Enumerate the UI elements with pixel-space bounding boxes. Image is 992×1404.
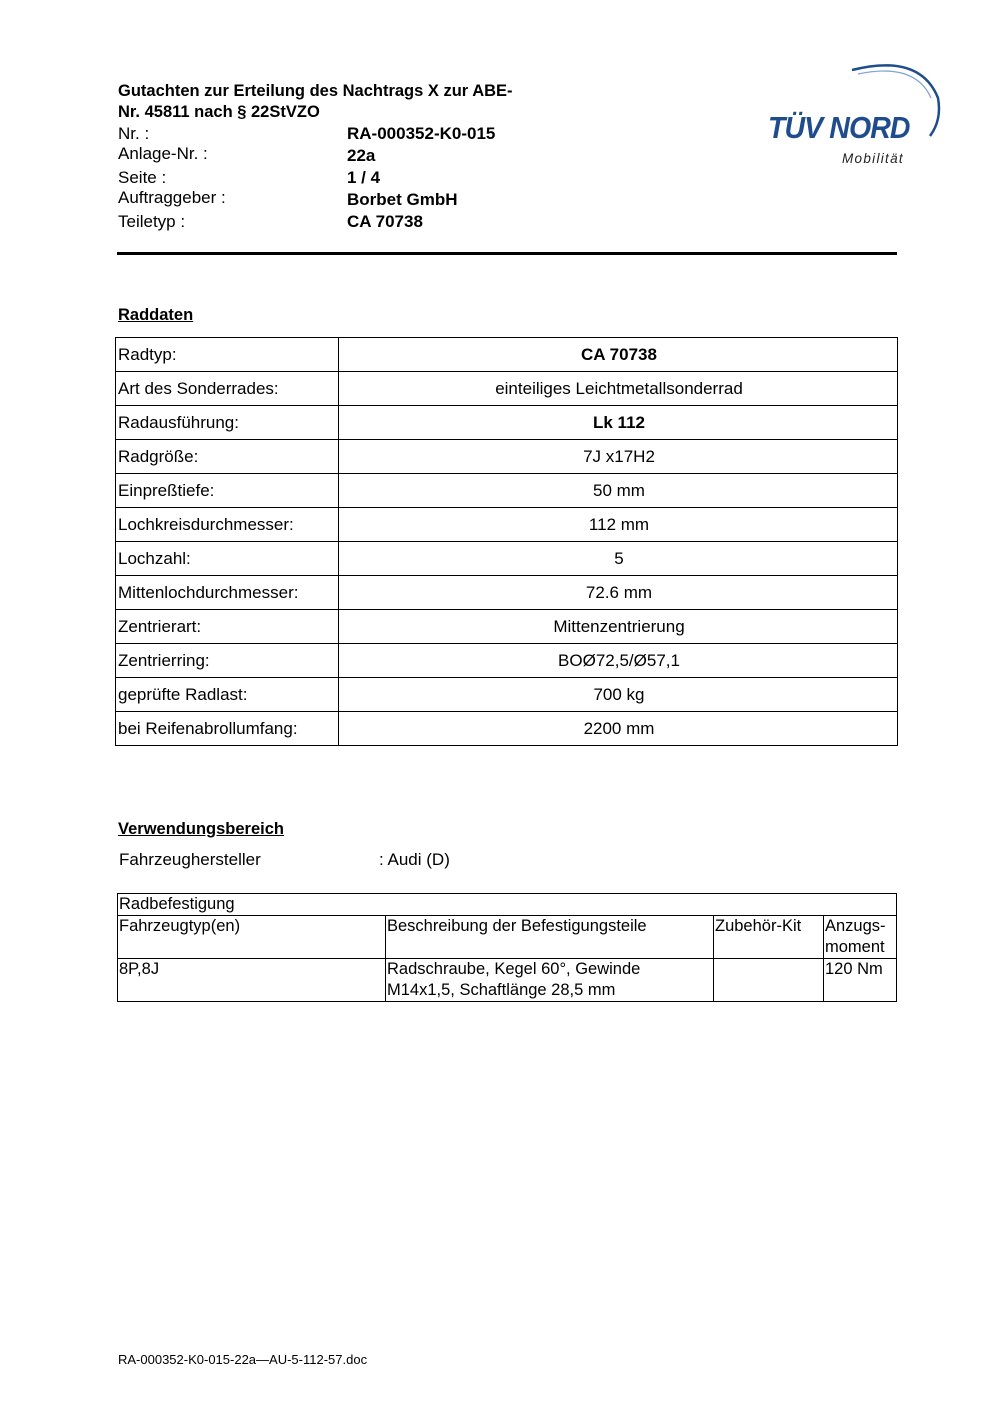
cell-anzugsmoment: 120 Nm: [824, 959, 897, 1002]
cell-fahrzeugtyp: 8P,8J: [118, 959, 386, 1002]
section-heading-verwendungsbereich: Verwendungsbereich: [118, 820, 284, 838]
field-seite: [118, 167, 578, 189]
raddaten-value: 5: [339, 542, 898, 576]
document-title-line-1: Gutachten zur Erteilung des Nachtrags X zur ABE-: [118, 82, 513, 100]
raddaten-label: Zentrierart:: [116, 610, 339, 644]
table-row: [116, 372, 898, 406]
field-label: Seite :: [118, 168, 167, 187]
raddaten-value: 700 kg: [339, 678, 898, 712]
table-row: [116, 542, 898, 576]
cell-zubehoer-kit: [714, 959, 824, 1002]
field-value: CA 70738: [347, 212, 423, 231]
radbefestigung-title: Radbefestigung: [118, 894, 897, 916]
raddaten-label: Art des Sonderrades:: [116, 372, 339, 406]
table-row: [116, 610, 898, 644]
raddaten-label: Radgröße:: [116, 440, 339, 474]
table-row: [116, 440, 898, 474]
raddaten-label: Radausführung:: [116, 406, 339, 440]
header-beschreibung: Beschreibung der Befestigungsteile: [386, 916, 714, 959]
document-title-line-2: Nr. 45811 nach § 22StVZO: [118, 103, 320, 121]
raddaten-value: einteiliges Leichtmetallsonderrad: [339, 372, 898, 406]
raddaten-label: Einpreßtiefe:: [116, 474, 339, 508]
raddaten-value: 50 mm: [339, 474, 898, 508]
header-anzugsmoment: [824, 916, 897, 959]
field-label: Teiletyp :: [118, 212, 186, 231]
field-label: Auftraggeber :: [118, 188, 226, 207]
table-row: [116, 508, 898, 542]
header-anzugsmoment-line-2: moment: [825, 938, 885, 956]
vehicle-manufacturer-label: Fahrzeughersteller: [119, 850, 261, 869]
cell-beschreibung: [386, 959, 714, 1002]
cell-beschreibung-line-2: M14x1,5, Schaftlänge 28,5 mm: [387, 981, 616, 999]
raddaten-value: Mittenzentrierung: [339, 610, 898, 644]
header-anzugsmoment-line-1: Anzugs-: [825, 917, 886, 935]
table-row: [116, 338, 898, 372]
raddaten-label: Lochkreisdurchmesser:: [116, 508, 339, 542]
table-row: [118, 959, 897, 1002]
field-anlage: [118, 145, 578, 167]
header-fahrzeugtyp: Fahrzeugtyp(en): [118, 916, 386, 959]
header-zubehoer-kit: Zubehör-Kit: [714, 916, 824, 959]
field-value: Borbet GmbH: [347, 190, 458, 209]
raddaten-value: CA 70738: [339, 338, 898, 372]
raddaten-label: Radtyp:: [116, 338, 339, 372]
logo-subtitle: Mobilität: [842, 151, 904, 166]
tuv-nord-logo: [760, 58, 945, 173]
table-row: [116, 644, 898, 678]
field-nr: [118, 123, 578, 145]
logo-wordmark: TÜV NORD: [768, 110, 910, 145]
radbefestigung-table: [117, 893, 897, 1002]
document-footer: RA-000352-K0-015-22a—AU-5-112-57.doc: [118, 1352, 368, 1367]
table-row: [116, 712, 898, 746]
raddaten-value: 7J x17H2: [339, 440, 898, 474]
field-label: Nr. :: [118, 124, 150, 143]
table-row: [116, 406, 898, 440]
section-heading-raddaten: Raddaten: [118, 306, 194, 324]
field-label: Anlage-Nr. :: [118, 144, 208, 163]
raddaten-label: bei Reifenabrollumfang:: [116, 712, 339, 746]
header-fields: [118, 123, 578, 233]
raddaten-value: BOØ72,5/Ø57,1: [339, 644, 898, 678]
raddaten-table: [115, 337, 898, 746]
table-title-row: [118, 894, 897, 916]
raddaten-value: 2200 mm: [339, 712, 898, 746]
table-row: [116, 678, 898, 712]
table-row: [116, 576, 898, 610]
table-row: [116, 474, 898, 508]
field-teiletyp: [118, 211, 578, 233]
raddaten-label: Zentrierring:: [116, 644, 339, 678]
raddaten-value: Lk 112: [339, 406, 898, 440]
raddaten-value: 72.6 mm: [339, 576, 898, 610]
cell-beschreibung-line-1: Radschraube, Kegel 60°, Gewinde: [387, 960, 641, 978]
field-value: 22a: [347, 146, 376, 165]
raddaten-label: Mittenlochdurchmesser:: [116, 576, 339, 610]
field-value: RA-000352-K0-015: [347, 124, 496, 143]
field-value: 1 / 4: [347, 168, 381, 187]
raddaten-label: geprüfte Radlast:: [116, 678, 339, 712]
header-divider: [117, 252, 897, 255]
table-header-row: [118, 916, 897, 959]
vehicle-manufacturer-value: : Audi (D): [379, 850, 450, 869]
raddaten-value: 112 mm: [339, 508, 898, 542]
field-auftraggeber: [118, 189, 578, 211]
vehicle-manufacturer: [119, 850, 579, 870]
raddaten-label: Lochzahl:: [116, 542, 339, 576]
